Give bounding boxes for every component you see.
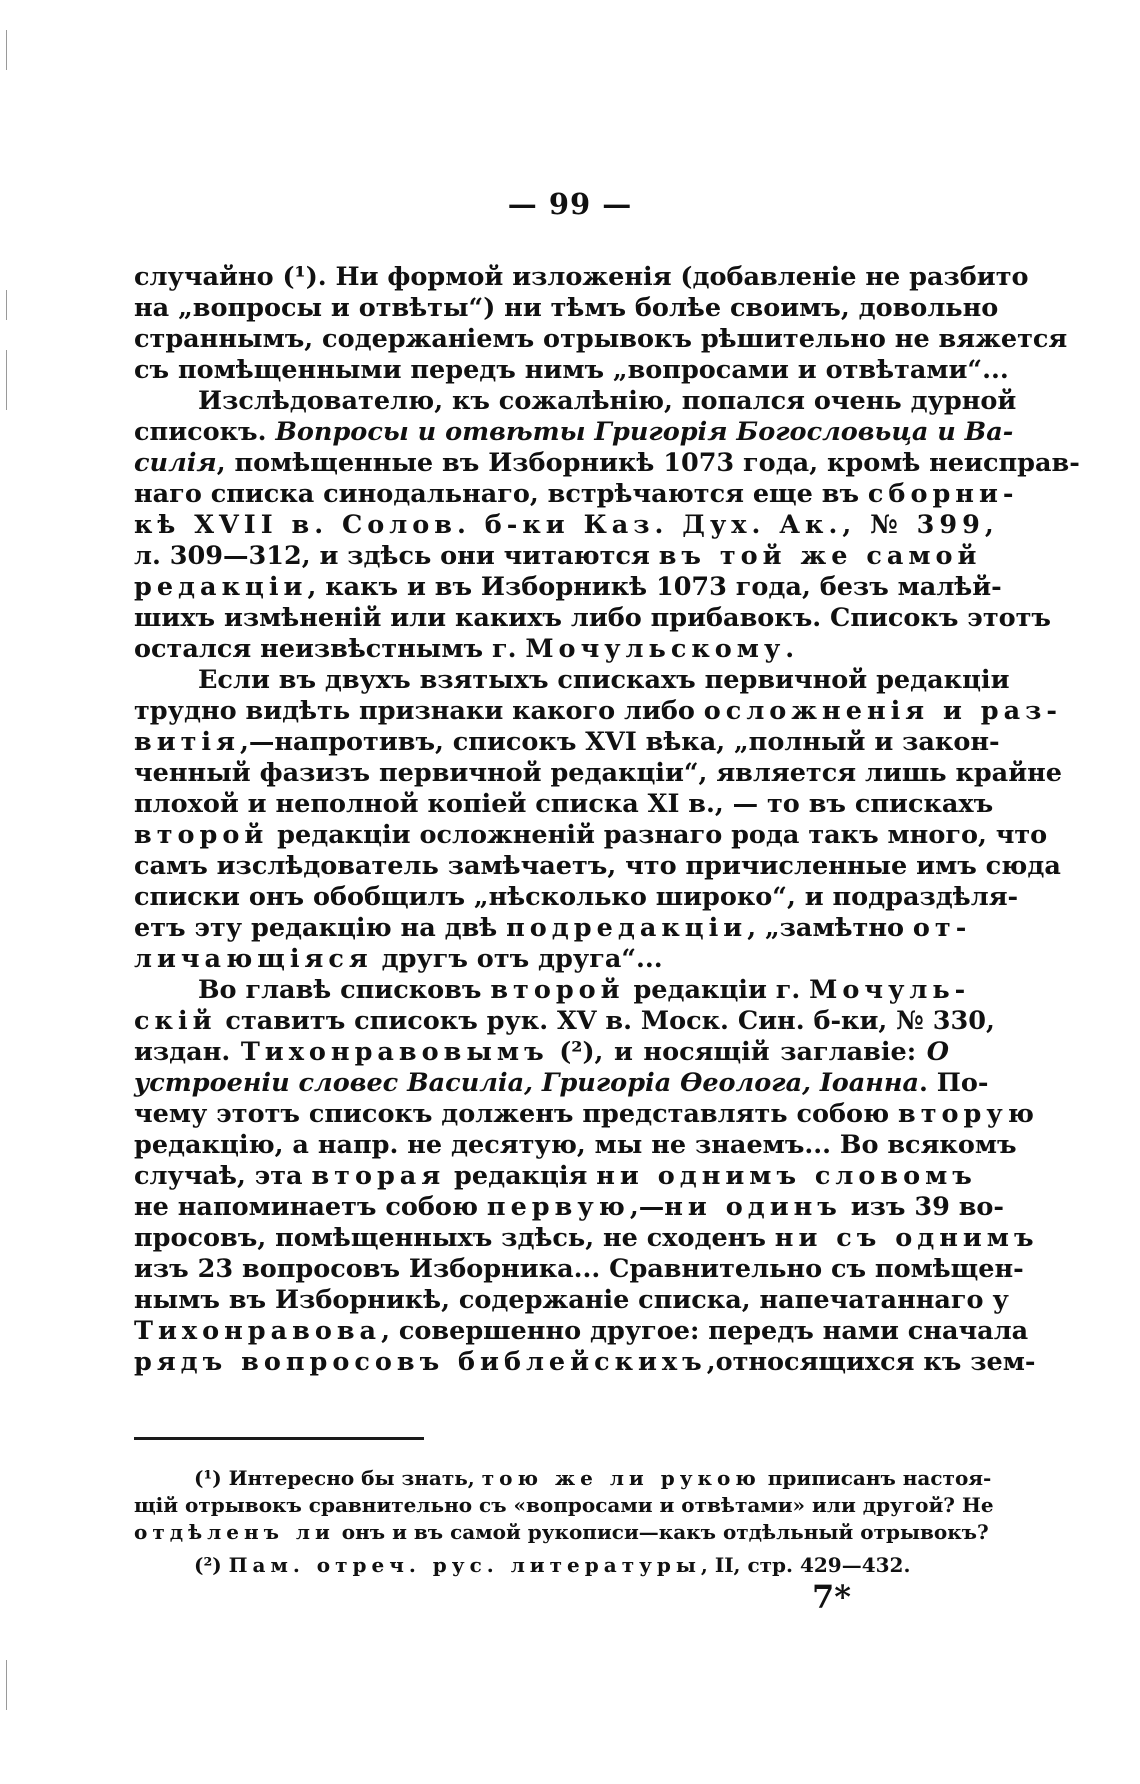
spaced-text: витія <box>134 727 240 757</box>
text-line: плохой и неполной копіей списка XI в., — то въ спискахъ <box>134 789 994 819</box>
scan-edge-mark <box>6 350 7 410</box>
spaced-text: ни однимъ словомъ <box>596 1161 977 1191</box>
text-line: съ помѣщенными передъ нимъ „вопросами и отвѣтами“... <box>134 355 1009 385</box>
page-number: — 99 — <box>507 187 633 221</box>
text-line: Если въ двухъ взятыхъ спискахъ первичной редакціи <box>198 665 1010 695</box>
spaced-text: рядъ вопросовъ библейскихъ <box>134 1347 707 1377</box>
spaced-text: сборни- <box>867 479 1019 509</box>
spaced-text: вторую <box>898 1099 1039 1129</box>
text-line: рядъ вопросовъ библейскихъ,относящихся къ зем- <box>134 1347 1036 1377</box>
text-line: просовъ, помѣщенныхъ здѣсь, не сходенъ ни съ однимъ <box>134 1223 1039 1253</box>
spaced-text: Пам. отреч. рус. литературы <box>228 1553 701 1577</box>
italic-title: силія <box>134 448 217 478</box>
footnote-line: (²) Пам. отреч. рус. литературы, II, стр. 429—432. <box>194 1553 911 1577</box>
scan-edge-mark <box>6 30 7 70</box>
scan-edge-mark <box>6 1660 7 1710</box>
text-line: не напоминаетъ собою первую,—ни одинъ изъ 39 во- <box>134 1192 1005 1222</box>
text-line: чему этотъ списокъ долженъ представлять собою вторую <box>134 1099 1039 1129</box>
spaced-text: редакціи <box>134 572 308 602</box>
spaced-text: Тихонравова <box>134 1316 382 1346</box>
spaced-text: от- <box>912 913 972 943</box>
text-line: самъ изслѣдователь замѣчаетъ, что причисленные имъ сюда <box>134 851 1061 881</box>
spaced-text: тою же ли рукою <box>481 1466 761 1490</box>
footnotes <box>134 1465 994 1579</box>
main-text <box>134 262 1080 1378</box>
text-line: витія,—напротивъ, списокъ XVI вѣка, „полный и закон- <box>134 727 1000 757</box>
text-line: Изслѣдователю, къ сожалѣнію, попался очень дурной <box>198 386 1017 416</box>
text-line: списки онъ обобщилъ „нѣсколько широко“, и подраздѣля- <box>134 882 1019 912</box>
spaced-text: отдѣленъ ли <box>134 1520 335 1544</box>
text-line: скій ставитъ списокъ рук. XV в. Моск. Син. б-ки, № 330, <box>134 1006 995 1036</box>
text-line: редакціи, какъ и въ Изборникѣ 1073 года, безъ малѣй- <box>134 572 1002 602</box>
spaced-text: Тихонравовымъ <box>240 1037 549 1067</box>
text-line: нымъ въ Изборникѣ, содержаніе списка, напечатаннаго у <box>134 1285 1009 1315</box>
text-line: трудно видѣть признаки какого либо осложненія и раз- <box>134 696 1063 726</box>
text-line: устроеніи словес Василіа, Григоріа Өеолога, Іоанна. По- <box>134 1068 989 1098</box>
spaced-text: скій <box>134 1006 217 1036</box>
text-line: Во главѣ списковъ второй редакціи г. Мочуль- <box>198 975 971 1005</box>
spaced-text: въ той же самой <box>658 541 982 571</box>
italic-title: устроеніи словес Василіа, Григоріа Өеолога, Іоанна <box>134 1068 920 1098</box>
spaced-text: первую <box>486 1192 630 1222</box>
italic-title: О <box>926 1037 949 1067</box>
text-line: ченный фазизъ первичной редакціи“, является лишь крайне <box>134 758 1063 788</box>
spaced-text: подредакціи <box>506 913 748 943</box>
signature-mark: 7* <box>812 1578 851 1616</box>
text-line: изъ 23 вопросовъ Изборника... Сравнительно съ помѣщен- <box>134 1254 1024 1284</box>
text-line: списокъ. Вопросы и отвѣты Григорія Богословьца и Ва- <box>134 417 1014 447</box>
spaced-text: личающіяся <box>134 944 373 974</box>
spaced-text: Мочульскому <box>525 634 786 664</box>
spaced-text: ни съ однимъ <box>774 1223 1039 1253</box>
italic-title: Вопросы и отвѣты Григорія Богословьца и Ва- <box>275 417 1014 447</box>
footnote-line: (¹) Интересно бы знать, тою же ли рукою приписанъ настоя- <box>194 1466 992 1490</box>
scan-edge-mark <box>6 290 7 320</box>
text-line: кѣ XVII в. Солов. б-ки Каз. Дух. Ак., № 399, <box>134 510 999 540</box>
footnote-line: отдѣленъ ли онъ и въ самой рукописи—какъ отдѣльный отрывокъ? <box>134 1520 989 1544</box>
spaced-text: второй <box>490 975 625 1005</box>
spaced-text: вторая <box>311 1161 446 1191</box>
spaced-text: ни одинъ <box>664 1192 842 1222</box>
spaced-text: Мочуль- <box>809 975 971 1005</box>
text-line: редакцію, а напр. не десятую, мы не знаемъ... Во всякомъ <box>134 1130 1017 1160</box>
text-line: случайно (¹). Ни формой изложенія (добавленіе не разбито <box>134 262 1029 292</box>
text-line: личающіяся другъ отъ друга“... <box>134 944 663 974</box>
text-line: случаѣ, эта вторая редакція ни однимъ словомъ <box>134 1161 977 1191</box>
text-line: на „вопросы и отвѣты“) ни тѣмъ болѣе своимъ, довольно <box>134 293 999 323</box>
text-line: шихъ измѣненій или какихъ либо прибавокъ. Списокъ этотъ <box>134 603 1051 633</box>
text-line: страннымъ, содержаніемъ отрывокъ рѣшительно не вяжется <box>134 324 1068 354</box>
text-line: л. 309—312, и здѣсь они читаются въ той же самой <box>134 541 982 571</box>
text-line: етъ эту редакцію на двѣ подредакціи, „замѣтно от- <box>134 913 972 943</box>
text-line: наго списка синодальнаго, встрѣчаются еще въ сборни- <box>134 479 1019 509</box>
text-line: издан. Тихонравовымъ (²), и носящій заглавіе: О <box>134 1037 949 1067</box>
text-line: силія, помѣщенные въ Изборникѣ 1073 года, кромѣ неисправ- <box>134 448 1080 478</box>
text-line: остался неизвѣстнымъ г. Мочульскому. <box>134 634 795 664</box>
footnote-line: щій отрывокъ сравнительно съ «вопросами и отвѣтами» или другой? Не <box>134 1493 994 1517</box>
text-line: второй редакціи осложненій разнаго рода такъ много, что <box>134 820 1048 850</box>
spaced-text: осложненія и раз- <box>703 696 1063 726</box>
footnote-divider <box>134 1437 424 1440</box>
text-line: Тихонравова, совершенно другое: передъ нами сначала <box>134 1316 1029 1346</box>
spaced-text: второй <box>134 820 269 850</box>
